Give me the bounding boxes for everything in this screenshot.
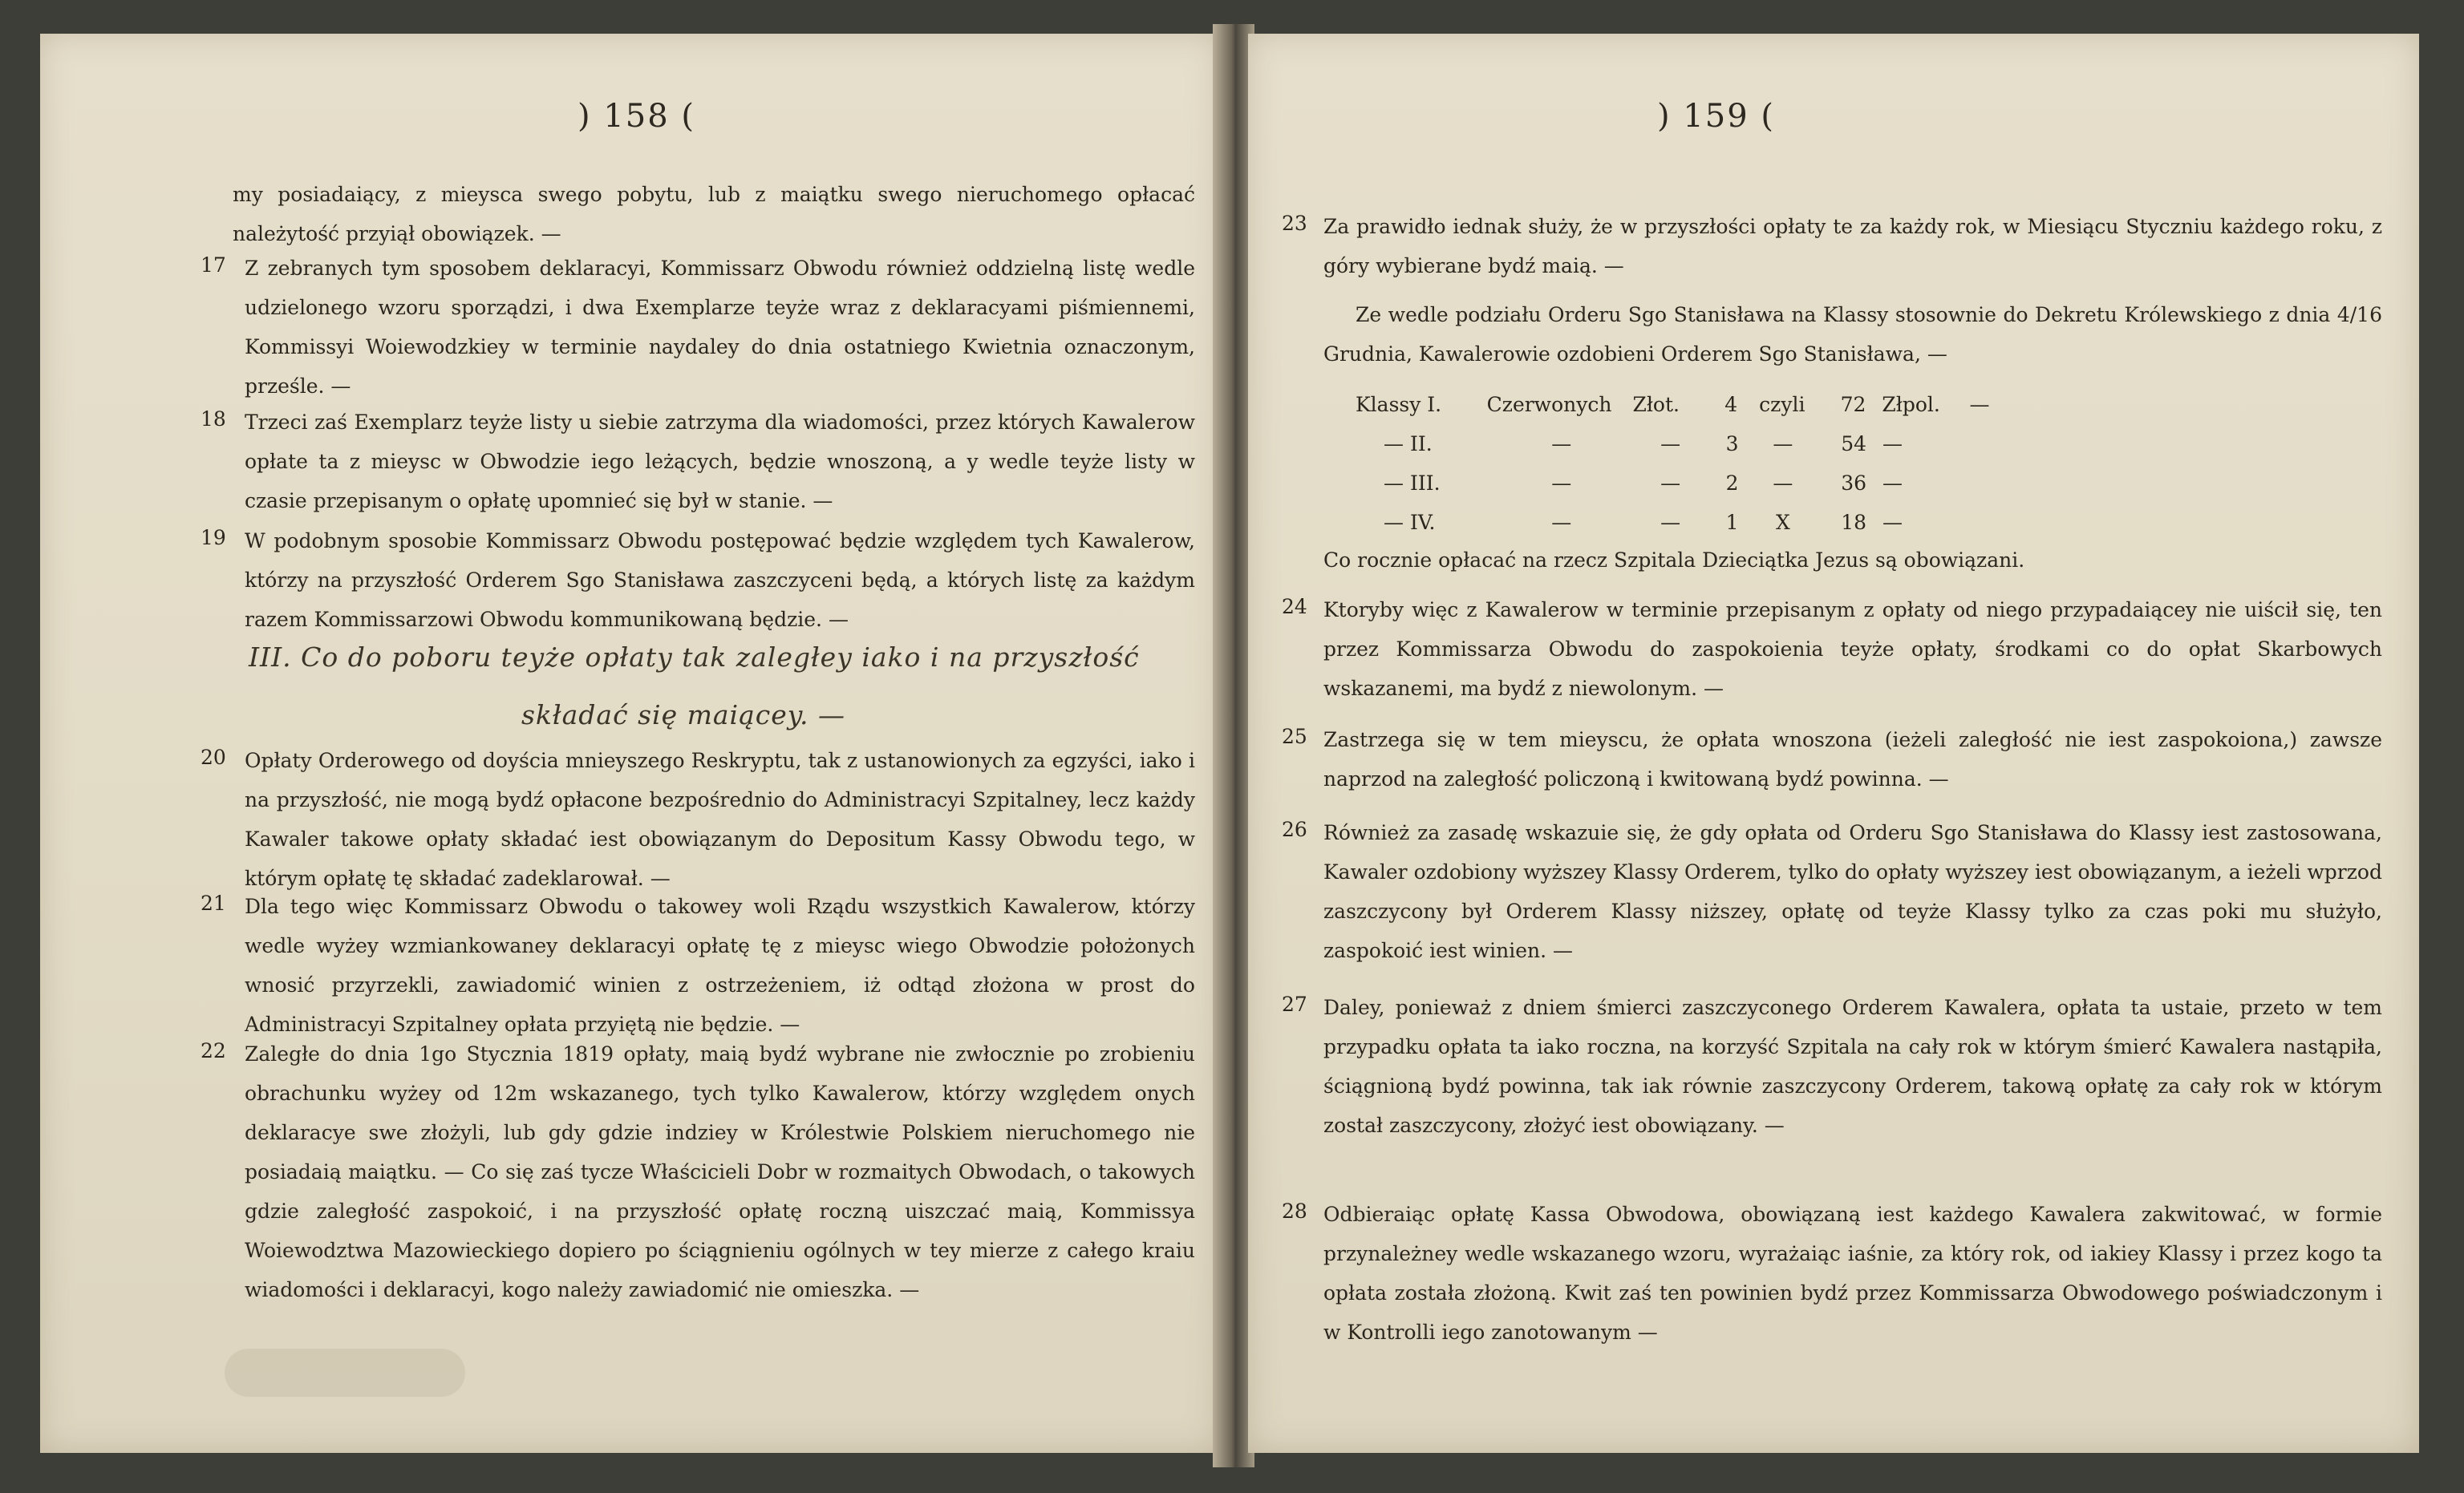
- section-heading-line-2: składać się maiącey. —: [521, 699, 846, 730]
- paragraph-25: Zastrzega się w tem mieyscu, że opłata wnoszona (ieżeli zaległość nie iest zaspokoiona,) zawsze naprzod na zaległość policzoną i kwitowaną bydź powinna. —: [1323, 728, 2382, 791]
- page-stain: [225, 1349, 465, 1397]
- table-row: — III. — — 2 — 36 —: [1384, 471, 1903, 495]
- table-row: — IV. — — 1 X 18 —: [1384, 511, 1903, 534]
- paragraph-number: 17: [201, 253, 226, 277]
- paragraph-21: Dla tego więc Kommissarz Obwodu o takowey woli Rządu wszystkich Kawalerow, którzy wedle wyżey wzmiankowaney deklaracyi opłatę tę z mieysc wiego Obwodzie położonych wnosić przyrzekli, zawiadomić winien z ostrzeżeniem, iż odtąd złożona w prost do Administracyi Szpitalney opłata przyiętą nie będzie. —: [245, 895, 1195, 1036]
- paragraph-19: W podobnym sposobie Kommissarz Obwodu postępować będzie względem tych Kawalerow, którzy na przyszłość Orderem Sgo Stanisława zaszczyceni będą, a których listę za każdym razem Kommissarzowi Obwodu kommunikowaną będzie. —: [245, 529, 1195, 631]
- paragraph-number: 20: [201, 746, 226, 769]
- section-heading-line-1: III. Co do poboru teyże opłaty tak zaległey iako i na przyszłość: [249, 641, 1140, 673]
- paragraph-number: 28: [1282, 1200, 1307, 1223]
- paragraph-23: Za prawidło iednak służy, że w przyszłości opłaty te za każdy rok, w Miesiącu Styczniu każdego roku, z góry wybierane bydź maią. —: [1323, 215, 2382, 277]
- paragraph-26: Również za zasadę wskazuie się, że gdy opłata od Orderu Sgo Stanisława do Klassy iest zastosowana, Kawaler ozdobiony wyższey Klassy Orderem, tylko do opłaty wyższey iest obowiązanym, a ieżeli wprzod zaszczycony był Orderem Klassy niższey, opłatę od teyże Klassy tylko za czas poki mu służyło, zaspokoić iest winien. —: [1323, 821, 2382, 962]
- intro-paragraph: Ze wedle podziału Orderu Sgo Stanisława na Klassy stosownie do Dekretu Królewskiego z dnia 4/16 Grudnia, Kawalerowie ozdobieni Orderem Sgo Stanisława, —: [1323, 303, 2382, 366]
- paragraph-number: 21: [201, 892, 226, 915]
- paragraph-number: 18: [201, 407, 226, 431]
- page-number-left: ) 158 (: [578, 98, 695, 135]
- paragraph-number: 22: [201, 1039, 226, 1062]
- paragraph-number: 24: [1282, 595, 1307, 618]
- order-fee-table: [1356, 385, 2013, 542]
- paragraph-number: 27: [1282, 993, 1307, 1016]
- table-row: Klassy I. Czerwonych Złot. 4 czyli 72 Złpol. —: [1356, 393, 1990, 416]
- paragraph-number: 26: [1282, 818, 1307, 841]
- paragraph-number: 25: [1282, 725, 1307, 748]
- page-number-right: ) 159 (: [1657, 98, 1775, 135]
- table-row: — II. — — 3 — 54 —: [1384, 432, 1903, 455]
- paragraph-17: Z zebranych tym sposobem deklaracyi, Kommissarz Obwodu również oddzielną listę wedle udzielonego wzoru sporządzi, i dwa Exemplarze teyże wraz z deklaracyami piśmiennemi, Kommissyi Woiewodzkiey w terminie naydaley do dnia ostatniego Kwietnia oznaczonym, prześle. —: [245, 257, 1195, 398]
- paragraph-22: Zaległe do dnia 1go Stycznia 1819 opłaty, maią bydź wybrane nie zwłocznie po zrobieniu obrachunku wyżey od 12m wskazanego, tych tylko Kawalerow, którzy względem onych deklaracye swe złożyli, lub gdy gdzie indziey w Królestwie Polskiem nieruchomego nie posiadaią maiątku. — Co się zaś tycze Właścicieli Dobr w rozmaitych Obwodach, o takowych gdzie zaległość zaspokoić, i na przyszłość opłatę roczną uiszczać maią, Kommissya Woiewodztwa Mazowieckiego dopiero po ściągnieniu ogólnych w tey mierze z całego kraiu wiadomości i deklaracyi, kogo należy zawiadomić nie omieszka. —: [245, 1042, 1195, 1301]
- paragraph-continuation: my posiadaiący, z mieysca swego pobytu, lub z maiątku swego nieruchomego opłacać należytość przyiął obowiązek. —: [233, 183, 1195, 245]
- paragraph-28: Odbieraiąc opłatę Kassa Obwodowa, obowiązaną iest każdego Kawalera zakwitować, w formie przynależney wedle wskazanego wzoru, wyrażaiąc iaśnie, za który rok, od iakiey Klassy i przez kogo ta opłata została złożoną. Kwit zaś ten powinien bydź przez Kommissarza Obwodowego poświadczonym i w Kontrolli iego zanotowanym —: [1323, 1203, 2382, 1344]
- paragraph-27: Daley, ponieważ z dniem śmierci zaszczyconego Orderem Kawalera, opłata ta ustaie, przeto w tem przypadku opłata ta iako roczna, na korzyść Szpitala na cały rok w którym śmierć Kawalera nastąpiła, ściągnioną bydź powinna, tak iak równie zaszczycony Orderem, takową opłatę za cały rok w którym został zaszczycony, złożyć iest obowiązany. —: [1323, 996, 2382, 1137]
- paragraph-18: Trzeci zaś Exemplarz teyże listy u siebie zatrzyma dla wiadomości, przez których Kawalerow opłate ta z mieysc w Obwodzie iego leżących, będzie wnoszoną, a y wedle teyże listy w czasie przepisanym o opłatę upomnieć się był w stanie. —: [245, 411, 1195, 512]
- paragraph-24: Ktoryby więc z Kawalerow w terminie przepisanym z opłaty od niego przypadaiącey nie uiścił się, ten przez Kommissarza Obwodu do zaspokoienia teyże opłaty, środkami co do opłat Skarbowych wskazanemi, ma bydź z niewolonym. —: [1323, 598, 2382, 700]
- after-table-line: Co rocznie opłacać na rzecz Szpitala Dzieciątka Jezus są obowiązani.: [1323, 548, 2025, 572]
- paragraph-number: 19: [201, 526, 226, 549]
- paragraph-20: Opłaty Orderowego od doyścia mnieyszego Reskryptu, tak z ustanowionych za egzyści, iako i na przyszłość, nie mogą bydź opłacone bezpośrednio do Administracyi Szpitalney, lecz każdy Kawaler takowe opłaty składać iest obowiązanym do Depositum Kassy Obwodu tego, w którym opłatę tę składać zadeklarował. —: [245, 749, 1195, 890]
- paragraph-number: 23: [1282, 212, 1307, 235]
